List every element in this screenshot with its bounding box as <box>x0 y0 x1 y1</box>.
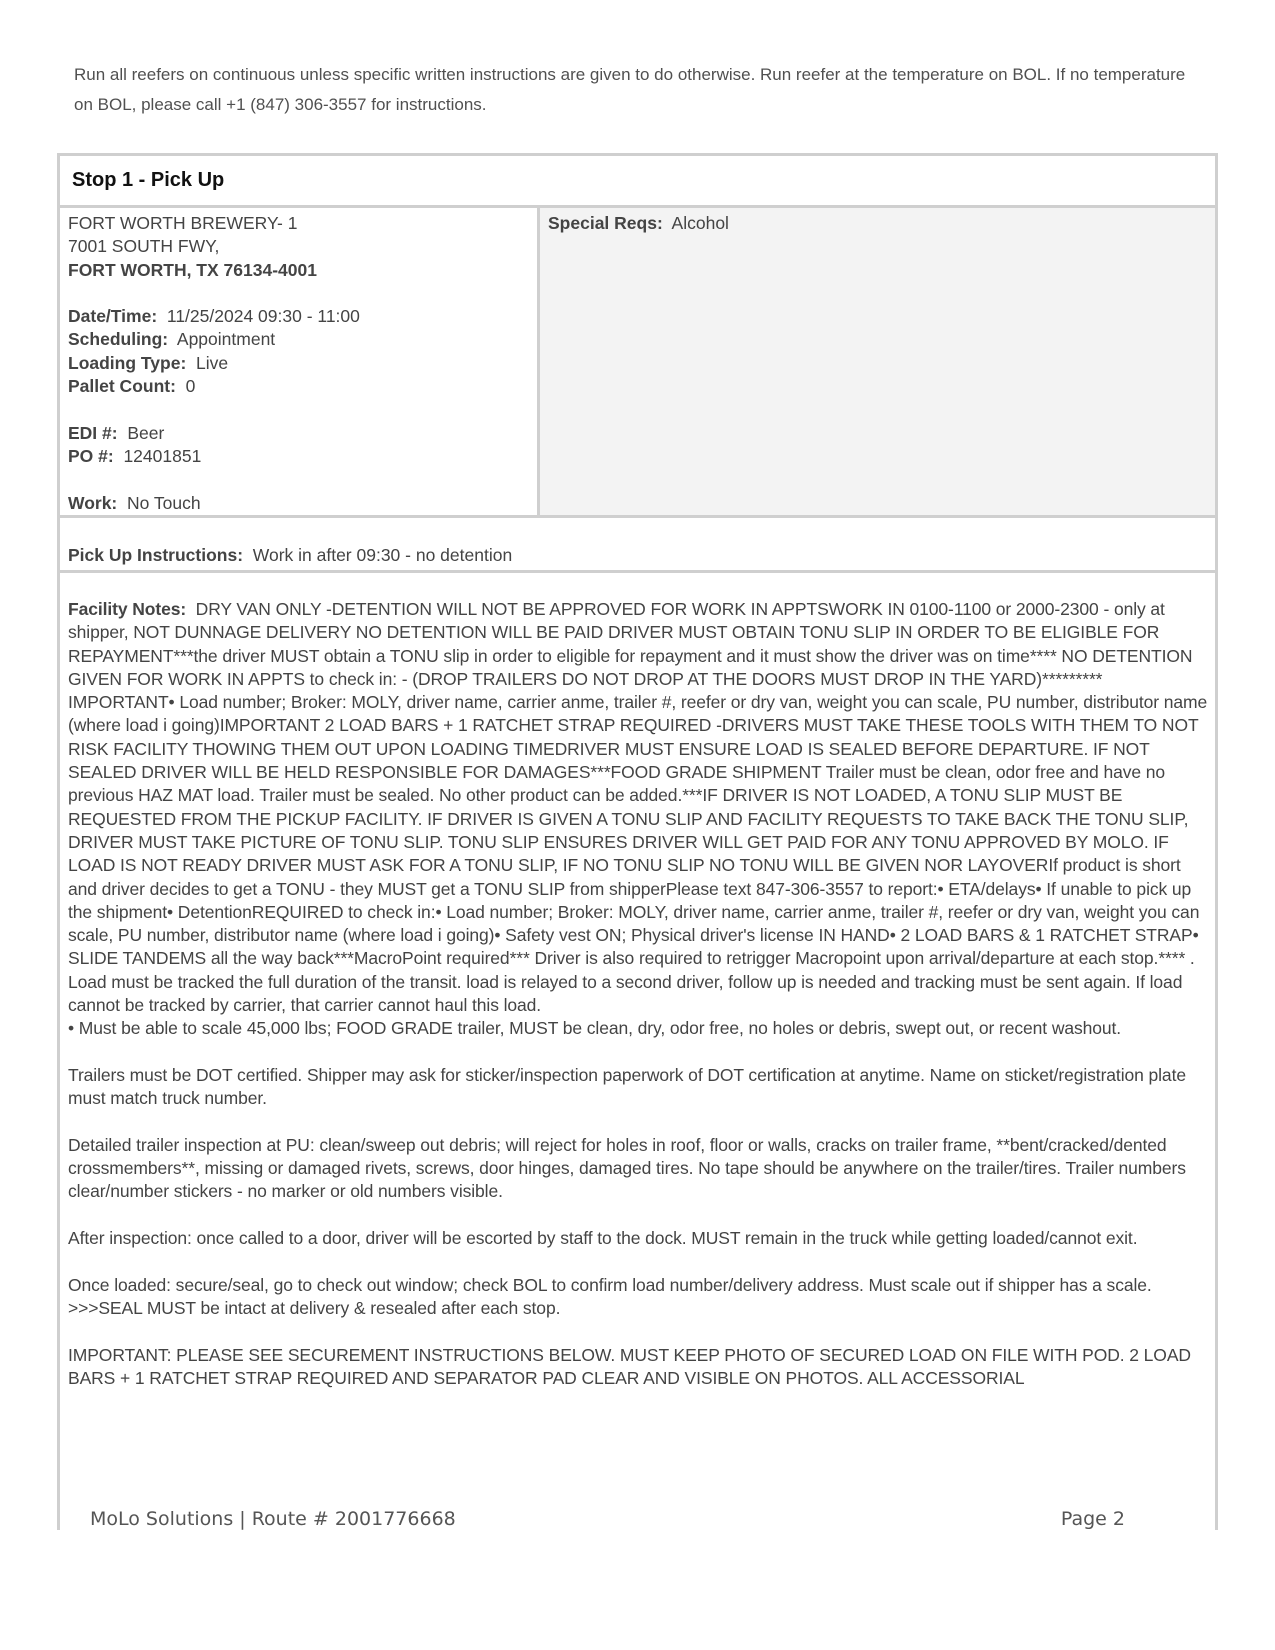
loading-type-value: Live <box>196 352 229 373</box>
scheduling-field <box>68 328 529 351</box>
facility-notes-inspection: Detailed trailer inspection at PU: clean/sweep out debris; will reject for holes in roof, floor or walls, cracks on trailer frame, **bent/cracked/dented crossmembers**, missing or damaged rivets, screws, door hinges, damaged tires. No tape should be anywhere on the trailer/tires. Trailer numbers clear/number stickers - no marker or old numbers visible. <box>68 1134 1186 1202</box>
work-value: No Touch <box>127 492 201 513</box>
po-value: 12401851 <box>123 445 202 466</box>
edi-label: EDI #: <box>68 422 118 443</box>
special-reqs-value: Alcohol <box>671 213 729 233</box>
work-field <box>68 492 529 515</box>
special-reqs-panel <box>540 208 1215 515</box>
address-line2: 7001 SOUTH FWY, <box>68 236 220 257</box>
facility-notes-important: IMPORTANT• Load number; Broker: MOLY, driver name, carrier anme, trailer #, reefer or dry van, weight you can scale, PU number, distributor name (where load i going)IMPORTANT 2 LOAD BARS + 1 RATCHET STRAP REQUIRED -DRIVERS MUST TAKE THESE TOOLS WITH THEM TO NOT RISK FACILITY THOWING THEM OUT UPON LOADING TIMEDRIVER MUST ENSURE LOAD IS SEALED BEFORE DEPARTURE. IF NOT SEALED DRIVER WILL BE HELD RESPONSIBLE FOR DAMAGES***FOOD GRADE SHIPMENT Trailer must be clean, odor free and have no previous HAZ MAT load. Trailer must be sealed. No other product can be added.***IF DRIVER IS NOT LOADED, A TONU SLIP MUST BE REQUESTED FROM THE PICKUP FACILITY. IF DRIVER IS GIVEN A TONU SLIP AND FACILITY REQUESTS TO TAKE BACK THE TONU SLIP, DRIVER MUST TAKE PICTURE OF TONU SLIP. TONU SLIP ENSURES DRIVER WILL GET PAID FOR ANY TONU APPROVED BY MOLO. IF LOAD IS NOT READY DRIVER MUST ASK FOR A TONU SLIP, IF NO TONU SLIP NO TONU WILL BE GIVEN NOR LAYOVERIf product is short and driver decides to get a TONU - they MUST get a TONU SLIP from shipperPlease text 847-306-3557 to report:• ETA/delays• If unable to pick up the shipment• DetentionREQUIRED to check in:• Load number; Broker: MOLY, driver name, carrier anme, trailer #, reefer or dry van, weight you can scale, PU number, distributor name (where load i going)• Safety vest ON; Physical driver's license IN HAND• 2 LOAD BARS & 1 RATCHET STRAP• SLIDE TANDEMS all the way back***MacroPoint required*** Driver is also required to retrigger Macropoint upon arrival/departure at each stop.**** . Load must be tracked the full duration of the transit. load is relayed to a second driver, follow up is needed and tracking must be sent again. If load cannot be tracked by carrier, that carrier cannot haul this load. <box>68 692 1208 1016</box>
facility-notes <box>60 573 1215 1390</box>
pickup-instructions-row <box>60 518 1215 573</box>
datetime-label: Date/Time: <box>68 306 158 327</box>
pallet-count-label: Pallet Count: <box>68 376 176 397</box>
po-label: PO #: <box>68 445 114 466</box>
loading-type-field <box>68 352 529 375</box>
special-reqs-label: Special Reqs: <box>548 213 663 233</box>
footer-route: MoLo Solutions | Route # 2001776668 <box>90 1508 456 1530</box>
pallet-count-field <box>68 375 529 398</box>
stop-details-row <box>60 208 1215 518</box>
address-line1: FORT WORTH BREWERY- 1 <box>68 213 298 233</box>
facility-notes-loaded: Once loaded: secure/seal, go to check out window; check BOL to confirm load number/delivery address. Must scale out if shipper has a scale. >>>SEAL MUST be intact at delivery & resealed after each stop. <box>68 1274 1152 1318</box>
datetime-value: 11/25/2024 09:30 - 11:00 <box>166 306 360 327</box>
pickup-instructions-label: Pick Up Instructions: <box>68 545 244 565</box>
facility-notes-securement: IMPORTANT: PLEASE SEE SECUREMENT INSTRUCTIONS BELOW. MUST KEEP PHOTO OF SECURED LOAD ON FILE WITH POD. 2 LOAD BARS + 1 RATCHET STRAP REQUIRED AND SEPARATOR PAD CLEAR AND VISIBLE ON PHOTOS. ALL ACCESSORIAL <box>68 1344 1191 1388</box>
facility-notes-intro <box>68 598 1211 691</box>
facility-notes-label: Facility Notes: <box>68 599 187 619</box>
datetime-field <box>68 305 529 328</box>
facility-notes-first: DRY VAN ONLY -DETENTION WILL NOT BE APPROVED FOR WORK IN APPTSWORK IN 0100-1100 or 2000-2300 - only at shipper, NOT DUNNAGE DELIVERY NO DETENTION WILL BE PAID DRIVER MUST OBTAIN TONU SLIP IN ORDER TO BE ELIGIBLE FOR REPAYMENT***the driver MUST obtain a TONU slip in order to eligible for repayment and it must show the driver was on time**** NO DETENTION GIVEN FOR WORK IN APPTS to check in: - (DROP TRAILERS DO NOT DROP AT THE DOORS MUST DROP IN THE YARD)********* <box>68 599 1193 689</box>
address-city: FORT WORTH, TX 76134-4001 <box>68 259 317 280</box>
loading-type-label: Loading Type: <box>68 352 187 373</box>
pickup-instructions-value: Work in after 09:30 - no detention <box>252 545 513 565</box>
po-field <box>68 445 529 468</box>
footer-page-number: Page 2 <box>1060 1508 1125 1530</box>
scheduling-value: Appointment <box>176 329 276 350</box>
stop-card <box>57 153 1218 1530</box>
facility-notes-after: After inspection: once called to a door, driver will be escorted by staff to the dock. MUST remain in the truck while getting loaded/cannot exit. <box>68 1228 1138 1249</box>
pallet-count-value: 0 <box>185 376 196 397</box>
work-label: Work: <box>68 492 118 513</box>
stop-title: Stop 1 - Pick Up <box>60 156 1215 208</box>
stop-details <box>60 208 540 515</box>
scheduling-label: Scheduling: <box>68 329 169 350</box>
facility-notes-scale: • Must be able to scale 45,000 lbs; FOOD GRADE trailer, MUST be clean, dry, odor free, no holes or debris, swept out, or recent washout. <box>68 1018 1122 1039</box>
edi-value: Beer <box>127 422 165 443</box>
facility-notes-dot: Trailers must be DOT certified. Shipper may ask for sticker/inspection paperwork of DOT certification at anytime. Name on sticket/registration plate must match truck number. <box>68 1064 1186 1109</box>
edi-field <box>68 422 529 445</box>
reefer-instructions: Run all reefers on continuous unless specific written instructions are given to do otherwise. Run reefer at the temperature on BOL. If no temperature on BOL, please call +1 (847) 306-3557 for instructions. <box>74 65 1186 114</box>
